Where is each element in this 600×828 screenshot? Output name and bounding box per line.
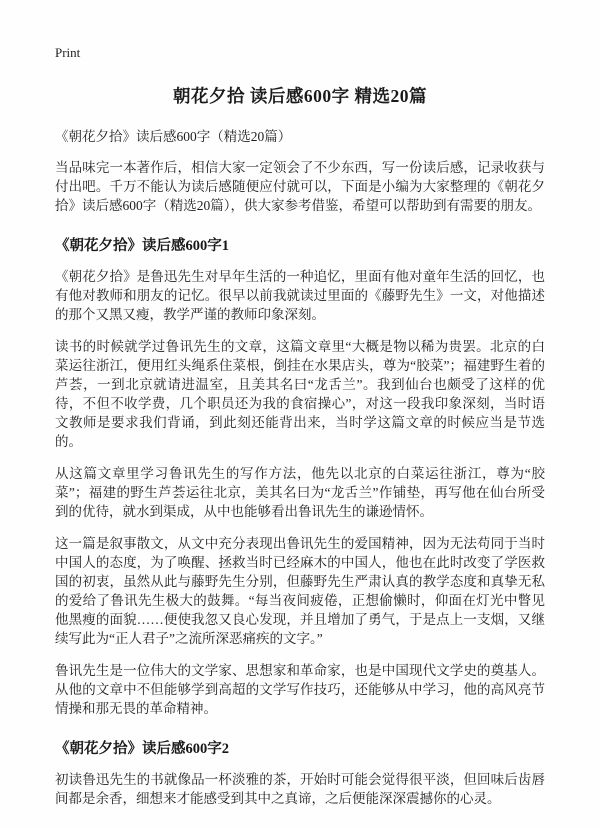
print-button[interactable]: Print bbox=[55, 45, 81, 60]
page-title: 朝花夕拾 读后感600字 精选20篇 bbox=[173, 86, 427, 106]
paragraph: 读书的时候就学过鲁讯先生的文章，这篇文章里“大概是物以稀为贵罢。北京的白菜运往浙江，便用红头绳系住菜根，倒挂在水果店头，尊为“胶菜”；福建野生着的芦荟，一到北京就请进温室，且美其名曰“龙舌兰”。我到仙台也颇受了这样的优待，不但不收学费，几个职员还为我的食宿操心”，对这一段我印象深刻，当时语文教师是要求我们背诵，到此刻还能背出来，当时学这篇文章的时候应当是节选的。 bbox=[55, 339, 545, 449]
section-heading-2: 《朝花夕拾》读后感600字2 bbox=[55, 741, 229, 757]
paragraph: 鲁讯先生是一位伟大的文学家、思想家和革命家，也是中国现代文学史的奠基人。从他的文章中不但能够学到高超的文学写作技巧，还能够从中学习，他的高风亮节情操和那无畏的革命精神。 bbox=[55, 663, 545, 716]
paragraph: 这一篇是叙事散文，从文中充分表现出鲁讯先生的爱国精神，因为无法苟同于当时中国人的态度，为了唤醒、拯救当时已经麻木的中国人，他也在此时改变了学医救国的初衷，虽然从此与藤野先生分别，但藤野先生严肃认真的教学态度和真挚无私的爱给了鲁讯先生极大的鼓舞。“每当夜间疲倦，正想偷懒时，仰面在灯光中瞥见他黑瘦的面貌……便使我忽又良心发现，并且增加了勇气，于是点上一支烟，又继续写此为“正人君子”之流所深恶痛疾的文字。” bbox=[55, 536, 545, 646]
paragraph: 从这篇文章里学习鲁讯先生的写作方法，他先以北京的白菜运往浙江，尊为“胶菜”；福建的野生芦荟运往北京，美其名曰为“龙舌兰”作铺垫，再写他在仙台所受到的优待，就水到渠成，从中也能够看出鲁讯先生的谦逊情怀。 bbox=[55, 466, 545, 519]
intro-paragraph: 当品味完一本著作后，相信大家一定领会了不少东西，写一份读后感，记录收获与付出吧。千万不能认为读后感随便应付就可以，下面是小编为大家整理的《朝花夕拾》读后感600字（精选20篇），供大家参考借鉴，希望可以帮助到有需要的朋友。 bbox=[55, 160, 545, 213]
section-heading-1: 《朝花夕拾》读后感600字1 bbox=[55, 238, 229, 254]
paragraph: 《朝花夕拾》是鲁迅先生对早年生活的一种追忆，里面有他对童年生活的回忆，也有他对教师和朋友的记忆。很早以前我就读过里面的《藤野先生》一文，对他描述的那个又黑又瘦，教学严谨的教师印象深刻。 bbox=[55, 269, 545, 322]
page-subtitle: 《朝花夕拾》读后感600字（精选20篇） bbox=[55, 129, 292, 144]
paragraph: 初读鲁迅先生的书就像品一杯淡雅的茶，开始时可能会觉得很平淡，但回味后齿唇间都是余香，细想来才能感受到其中之真谛，之后便能深深震撼你的心灵。 bbox=[55, 772, 545, 806]
